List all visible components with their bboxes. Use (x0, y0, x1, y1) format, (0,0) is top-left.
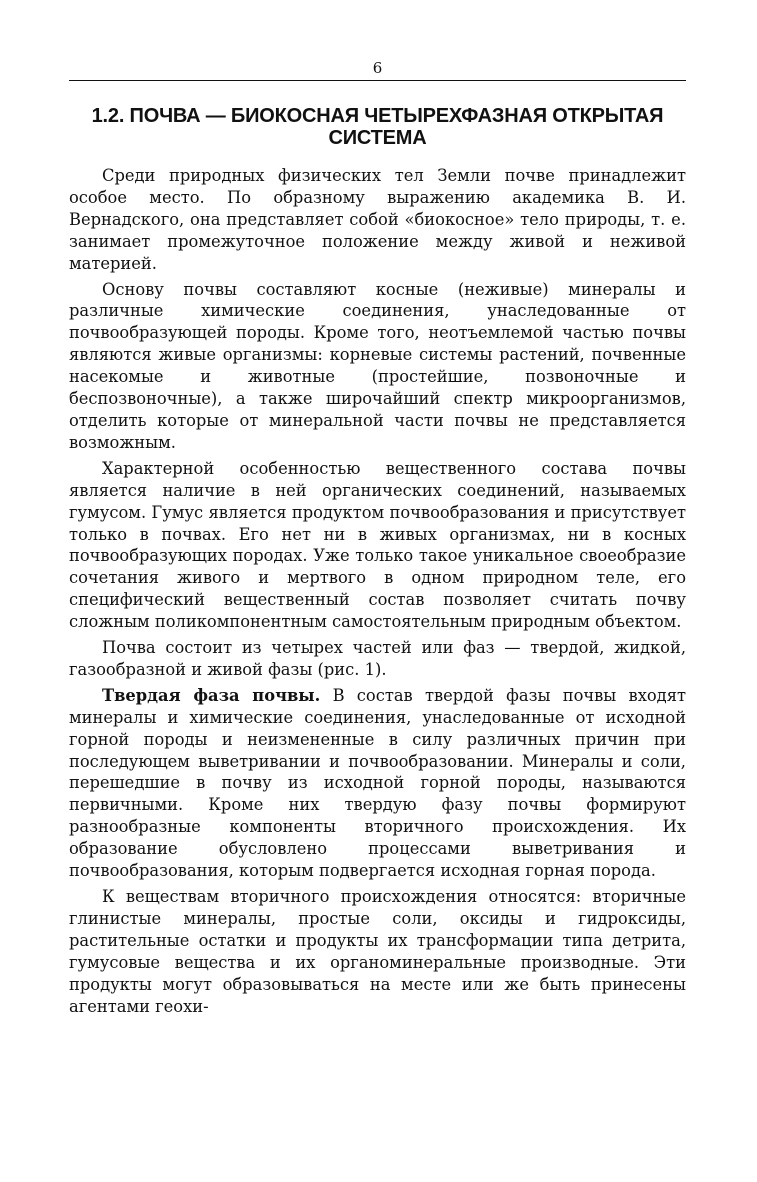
paragraph-1: Среди природных физических тел Земли почве принадлежит особое место. По образному выражению академика В. И. Вернадского, она представляет собой «биокосное» тело природы, т. е. занимает промежуточное положение между живой и неживой материей. (69, 166, 686, 273)
section-heading-line-1: 1.2. ПОЧВА — БИОКОСНАЯ ЧЕТЫРЕХФАЗНАЯ ОТКРЫТАЯ (91, 105, 664, 127)
section-heading (69, 105, 686, 149)
header-rule (69, 80, 686, 81)
paragraph-5 (69, 685, 686, 882)
paragraph-5-run-in-heading: Твердая фаза почвы. (102, 685, 321, 705)
paragraph-5-text: В состав твердой фазы почвы входят минералы и химические соединения, унаследованные от исходной горной породы и неизмененные в силу различных причин при последующем выветривании и почвообразовании. Минералы и соли, перешедшие в почву из исходной горной породы, называются первичными. Кроме них твердую фазу почвы формируют разнообразные компоненты вторичного происхождения. Их образование обусловлено процессами выветривания и почвообразования, которым подвергается исходная горная порода. (69, 685, 686, 881)
paragraph-2: Основу почвы составляют косные (неживые) минералы и различные химические соединения, унаследованные от почвообразующей породы. Кроме того, неотъемлемой частью почвы являются живые организмы: корневые системы растений, почвенные насекомые и животные (простейшие, позвоночные и беспозвоночные), а также широчайший спектр микроорганизмов, отделить которые от минеральной части почвы не представляется возможным. (69, 279, 686, 452)
section-heading-line-2: СИСТЕМА (328, 127, 427, 149)
paragraph-3: Характерной особенностью вещественного состава почвы является наличие в ней органических соединений, называемых гумусом. Гумус является продуктом почвообразования и присутствует только в почвах. Его нет ни в живых организмах, ни в косных почвообразующих породах. Уже только такое уникальное своеобразие сочетания живого и мертвого в одном природном теле, его специфический вещественный состав позволяет считать почву сложным поликомпонентным самостоятельным природным объектом. (69, 458, 686, 632)
paragraph-4: Почва состоит из четырех частей или фаз — твердой, жидкой, газообразной и живой фазы (рис. 1). (69, 638, 686, 679)
paragraph-6: К веществам вторичного происхождения относятся: вторичные глинистые минералы, простые соли, оксиды и гидроксиды, растительные остатки и продукты их трансформации типа детрита, гумусовые вещества и их органоминеральные производные. Эти продукты могут образовываться на месте или же быть принесены агентами геохи- (69, 887, 686, 1016)
page-number: 6 (372, 59, 383, 77)
book-page (69, 58, 686, 1021)
